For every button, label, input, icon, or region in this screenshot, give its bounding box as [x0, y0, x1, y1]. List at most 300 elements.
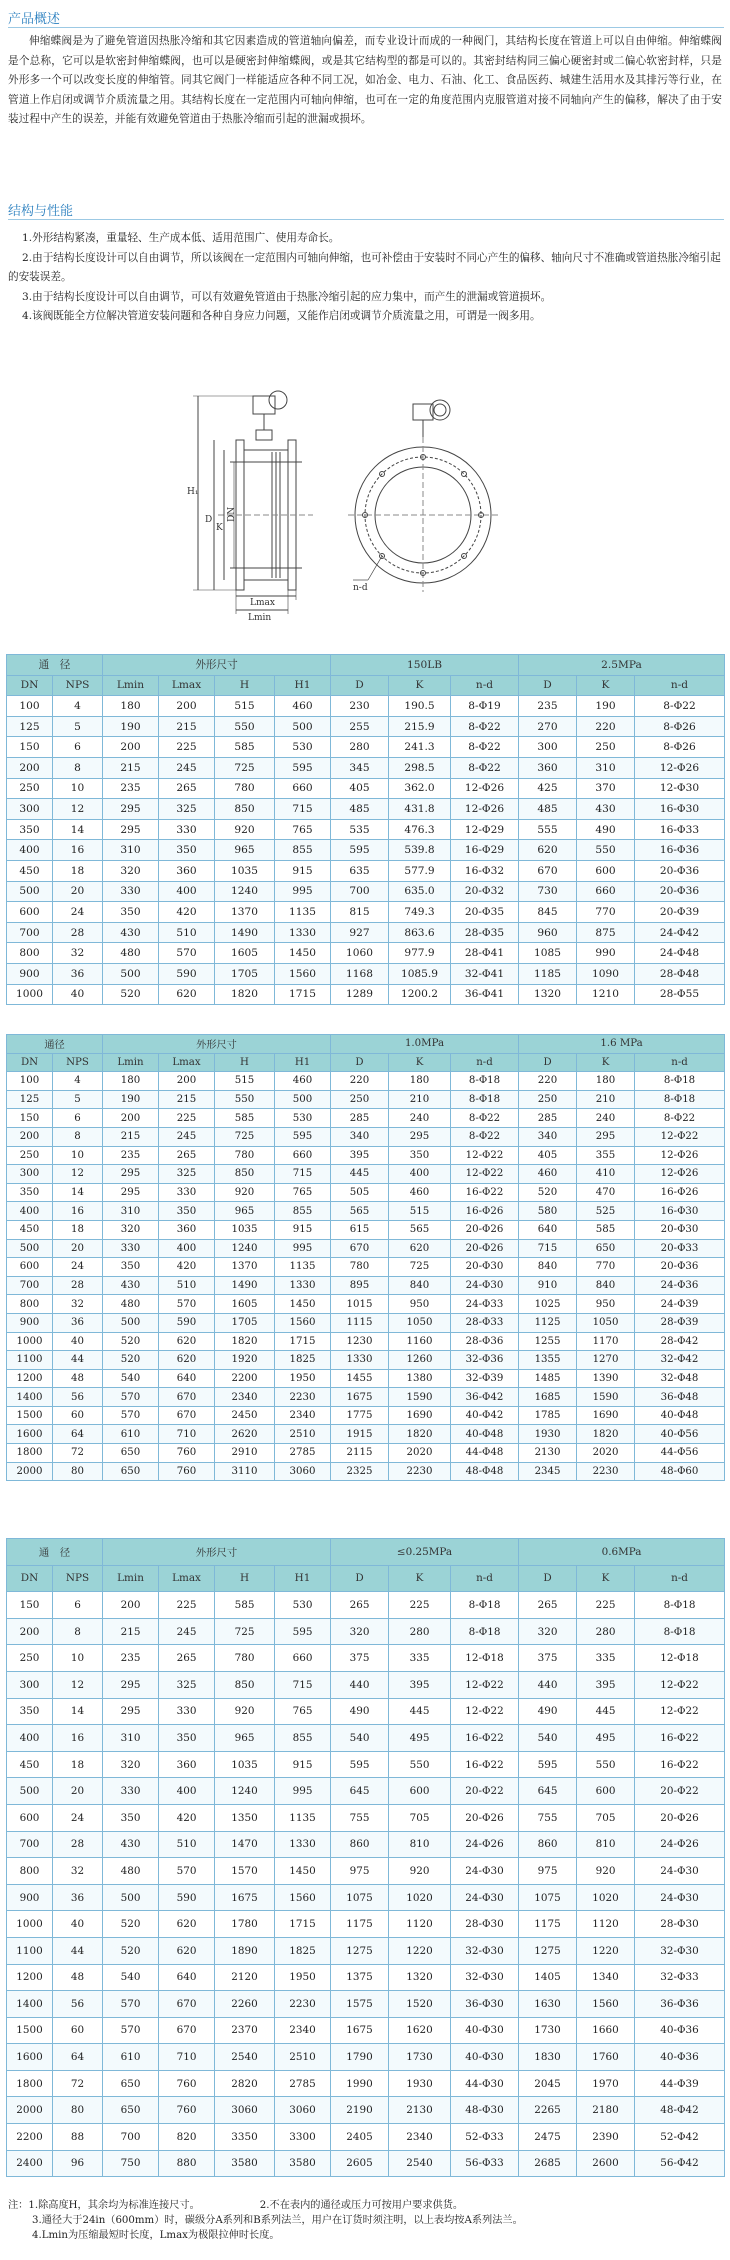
table-row	[7, 1313, 725, 1332]
table-cell: 539.8	[389, 840, 451, 861]
table-row	[7, 1090, 725, 1109]
table-cell: 375	[331, 1645, 389, 1672]
table-cell: 8	[53, 757, 103, 778]
table-cell: 2345	[519, 1462, 577, 1481]
table-cell: 295	[103, 799, 159, 820]
table-cell: 1000	[7, 984, 53, 1005]
table-cell: 1820	[577, 1425, 635, 1444]
table-cell: 80	[53, 2097, 103, 2124]
table-cell: 2230	[275, 1388, 331, 1407]
table-cell: 16	[53, 1202, 103, 1221]
table-cell: 2785	[275, 2070, 331, 2097]
table-cell: 18	[53, 1220, 103, 1239]
table-cell: 200	[159, 696, 215, 717]
column-header: NPS	[53, 1053, 103, 1072]
table-cell: 570	[103, 2017, 159, 2044]
table-cell: 1620	[389, 2017, 451, 2044]
table-cell: 1800	[7, 1444, 53, 1463]
table-cell: 476.3	[389, 819, 451, 840]
note-line	[8, 2198, 724, 2213]
table-cell: 515	[215, 1072, 275, 1091]
table-cell: 6	[53, 737, 103, 758]
label-d: D	[205, 515, 213, 525]
table-row	[7, 1991, 725, 2018]
table-cell: 20-Φ26	[451, 1804, 519, 1831]
table-cell: 12-Φ22	[451, 1146, 519, 1165]
table-cell: 56	[53, 1388, 103, 1407]
table-cell: 2540	[389, 2150, 451, 2177]
table-cell: 295	[103, 1183, 159, 1202]
table-cell: 1485	[519, 1369, 577, 1388]
table-cell: 235	[519, 696, 577, 717]
table-cell: 400	[159, 1239, 215, 1258]
table-row	[7, 1725, 725, 1752]
table-cell: 440	[331, 1671, 389, 1698]
table-cell: 362.0	[389, 778, 451, 799]
table-cell: 60	[53, 1406, 103, 1425]
table-cell: 24-Φ30	[451, 1858, 519, 1885]
table-cell: 32-Φ30	[451, 1964, 519, 1991]
table-cell: 1520	[389, 1991, 451, 2018]
table-cell: 28	[53, 922, 103, 943]
table-row	[7, 1369, 725, 1388]
table-cell: 190	[103, 1090, 159, 1109]
table-cell: 400	[159, 1778, 215, 1805]
table-cell: 620	[159, 984, 215, 1005]
table-cell: 235	[103, 778, 159, 799]
table-cell: 220	[519, 1072, 577, 1091]
table-cell: 900	[7, 1884, 53, 1911]
table-cell: 1240	[215, 881, 275, 902]
table-cell: 10	[53, 1146, 103, 1165]
table-cell: 485	[519, 799, 577, 820]
table-cell: 370	[577, 778, 635, 799]
table-cell: 20-Φ36	[635, 1258, 725, 1277]
column-header: D	[519, 675, 577, 696]
table-cell: 900	[7, 1313, 53, 1332]
table-cell: 500	[103, 1884, 159, 1911]
table-cell: 32-Φ30	[635, 1937, 725, 1964]
table-cell: 530	[275, 1109, 331, 1128]
table-cell: 650	[103, 1462, 159, 1481]
note-1: 注：1.除高度H，其余均为标准连接尺寸。	[8, 2200, 200, 2211]
table-cell: 1730	[519, 2017, 577, 2044]
table-cell: 32-Φ41	[451, 963, 519, 984]
table-cell: 755	[331, 1804, 389, 1831]
table-cell: 200	[7, 757, 53, 778]
table-cell: 24-Φ30	[635, 1858, 725, 1885]
table-row	[7, 1239, 725, 1258]
table-cell: 1690	[577, 1406, 635, 1425]
table-row	[7, 819, 725, 840]
table-cell: 2115	[331, 1444, 389, 1463]
table-row	[7, 1295, 725, 1314]
table-cell: 840	[519, 1258, 577, 1277]
table-row	[7, 2017, 725, 2044]
overview-paragraph: 伸缩蝶阀是为了避免管道因热胀冷缩和其它因素造成的管道轴向偏差，而专业设计而成的一种阀门，其结构长度在管道上可以自由伸缩。伸缩蝶阀是个总称，它可以是软密封伸缩蝶阀，也可以是硬密封伸缩蝶阀，或是其它结构型的都是可以的。其密封结构同三偏心硬密封或二偏心软密封样，只是外形多一个可以改变长度的伸缩管。同其它阀门一样能适应各种不同工况，如冶金、电力、石油、化工、食品医药、城建生活用水及其排污等行业，在管道上作启闭或调节介质流量之用。其结构长度在一定范围内可轴向伸缩，也可在一定的角度范围内克服管道对接不同轴向产生的偏移，解决了由于安装过程中产生的误差，并能有效避免管道由于热胀冷缩而引起的泄漏或损坏。	[8, 35, 722, 125]
table-cell: 500	[7, 881, 53, 902]
table-cell: 48-Φ48	[451, 1462, 519, 1481]
table-cell: 12-Φ22	[451, 1165, 519, 1184]
table-cell: 150	[7, 737, 53, 758]
table-cell: 550	[389, 1751, 451, 1778]
table-cell: 1240	[215, 1239, 275, 1258]
table-cell: 470	[577, 1183, 635, 1202]
table-cell: 1275	[331, 1937, 389, 1964]
table-cell: 650	[103, 2097, 159, 2124]
table-cell: 565	[331, 1202, 389, 1221]
table-cell: 540	[103, 1964, 159, 1991]
table-row	[7, 1462, 725, 1481]
table-cell: 325	[159, 799, 215, 820]
table-cell: 700	[7, 1831, 53, 1858]
table-cell: 855	[275, 1725, 331, 1752]
table-cell: 220	[577, 716, 635, 737]
table-cell: 1390	[577, 1369, 635, 1388]
column-header: K	[577, 1053, 635, 1072]
table-row	[7, 716, 725, 737]
table-cell: 48	[53, 1369, 103, 1388]
table-cell: 460	[519, 1165, 577, 1184]
table-cell: 200	[103, 1592, 159, 1619]
table-cell: 725	[389, 1258, 451, 1277]
table-cell: 4	[53, 1072, 103, 1091]
table-cell: 1270	[577, 1351, 635, 1370]
table-cell: 72	[53, 2070, 103, 2097]
table-cell: 265	[159, 778, 215, 799]
table-cell: 915	[275, 1220, 331, 1239]
table-cell: 1560	[275, 963, 331, 984]
table-cell: 490	[331, 1698, 389, 1725]
table-row	[7, 1127, 725, 1146]
table-cell: 12-Φ26	[451, 799, 519, 820]
table-cell: 710	[159, 1425, 215, 1444]
table-cell: 480	[103, 1295, 159, 1314]
table-cell: 585	[577, 1220, 635, 1239]
table-cell: 505	[331, 1183, 389, 1202]
spec-table-1mpa	[6, 1034, 725, 1481]
column-header: NPS	[53, 675, 103, 696]
table-cell: 1035	[215, 1751, 275, 1778]
table-cell: 1930	[389, 2070, 451, 2097]
table-row	[7, 1258, 725, 1277]
table-cell: 80	[53, 1462, 103, 1481]
table-cell: 295	[103, 1165, 159, 1184]
table-cell: 18	[53, 1751, 103, 1778]
table-cell: 8-Φ22	[451, 716, 519, 737]
table-cell: 325	[159, 1165, 215, 1184]
table-cell: 975	[331, 1858, 389, 1885]
table-cell: 1590	[389, 1388, 451, 1407]
table-cell: 1450	[275, 1295, 331, 1314]
table-cell: 1830	[519, 2044, 577, 2071]
table-row	[7, 2150, 725, 2177]
table-cell: 500	[103, 963, 159, 984]
table-row	[7, 1911, 725, 1938]
group-header-bore: 通 径	[7, 1539, 103, 1566]
column-header: n-d	[451, 675, 519, 696]
table-cell: 425	[519, 778, 577, 799]
column-header: n-d	[451, 1053, 519, 1072]
table-cell: 20	[53, 1239, 103, 1258]
table-cell: 40-Φ56	[635, 1425, 725, 1444]
table-cell: 8-Φ26	[635, 737, 725, 758]
table-cell: 295	[577, 1127, 635, 1146]
table-cell: 20-Φ30	[451, 1258, 519, 1277]
table-cell: 2200	[215, 1369, 275, 1388]
table-cell: 12-Φ26	[451, 778, 519, 799]
table-cell: 765	[275, 819, 331, 840]
table-cell: 620	[389, 1239, 451, 1258]
table-cell: 28-Φ35	[451, 922, 519, 943]
table-cell: 2685	[519, 2150, 577, 2177]
table-cell: 800	[7, 1295, 53, 1314]
table-cell: 12-Φ26	[635, 1146, 725, 1165]
table-cell: 520	[103, 1351, 159, 1370]
table-cell: 180	[389, 1072, 451, 1091]
table-cell: 16-Φ29	[451, 840, 519, 861]
column-header: Lmin	[103, 675, 159, 696]
table-cell: 927	[331, 922, 389, 943]
table-cell: 520	[103, 1937, 159, 1964]
table-cell: 20-Φ22	[451, 1778, 519, 1805]
table-cell: 3580	[275, 2150, 331, 2177]
label-k: K	[216, 523, 223, 533]
table-cell: 330	[103, 881, 159, 902]
table-cell: 28-Φ55	[635, 984, 725, 1005]
table-cell: 1470	[215, 1831, 275, 1858]
table-cell: 298.5	[389, 757, 451, 778]
table-cell: 550	[215, 1090, 275, 1109]
column-header: H1	[275, 675, 331, 696]
column-header: H	[215, 675, 275, 696]
table-row	[7, 1425, 725, 1444]
table-cell: 16-Φ33	[635, 819, 725, 840]
table-cell: 6	[53, 1592, 103, 1619]
table-cell: 395	[331, 1146, 389, 1165]
table-cell: 2370	[215, 2017, 275, 2044]
label-lmax: Lmax	[250, 598, 275, 608]
table-cell: 52-Φ42	[635, 2124, 725, 2151]
table-cell: 1785	[519, 1406, 577, 1425]
table-cell: 590	[159, 963, 215, 984]
table-cell: 4	[53, 696, 103, 717]
table-cell: 270	[519, 716, 577, 737]
table-cell: 310	[103, 840, 159, 861]
table-cell: 100	[7, 696, 53, 717]
table-cell: 1125	[519, 1313, 577, 1332]
table-cell: 915	[275, 860, 331, 881]
table-row	[7, 881, 725, 902]
table-cell: 2820	[215, 2070, 275, 2097]
table-cell: 2020	[389, 1444, 451, 1463]
table-cell: 20-Φ33	[635, 1239, 725, 1258]
table-row	[7, 963, 725, 984]
table-cell: 16-Φ22	[635, 1725, 725, 1752]
table-cell: 510	[159, 1831, 215, 1858]
table-cell: 1820	[389, 1425, 451, 1444]
table-cell: 1370	[215, 1258, 275, 1277]
table-cell: 200	[7, 1127, 53, 1146]
table-cell: 2400	[7, 2150, 53, 2177]
table-cell: 1320	[389, 1964, 451, 1991]
table-cell: 245	[159, 1127, 215, 1146]
table-cell: 760	[159, 1444, 215, 1463]
table-cell: 715	[275, 1671, 331, 1698]
table-cell: 295	[103, 1671, 159, 1698]
table-cell: 995	[275, 1239, 331, 1258]
table-cell: 420	[159, 1804, 215, 1831]
table-cell: 8-Φ18	[635, 1618, 725, 1645]
table-cell: 1370	[215, 902, 275, 923]
column-header: H1	[275, 1053, 331, 1072]
table-cell: 863.6	[389, 922, 451, 943]
table-row	[7, 757, 725, 778]
table-cell: 490	[577, 819, 635, 840]
table-cell: 995	[275, 1778, 331, 1805]
table-cell: 24-Φ42	[635, 922, 725, 943]
table-cell: 215	[103, 1618, 159, 1645]
table-cell: 310	[103, 1202, 159, 1221]
table-cell: 2120	[215, 1964, 275, 1991]
column-header: H	[215, 1565, 275, 1592]
table-cell: 1050	[389, 1313, 451, 1332]
table-cell: 500	[275, 716, 331, 737]
table-cell: 800	[7, 1858, 53, 1885]
table-cell: 960	[519, 922, 577, 943]
table-cell: 1060	[331, 943, 389, 964]
table-cell: 6	[53, 1109, 103, 1128]
table-cell: 725	[215, 1618, 275, 1645]
table-cell: 265	[519, 1592, 577, 1619]
table-cell: 515	[389, 1202, 451, 1221]
table-cell: 48-Φ42	[635, 2097, 725, 2124]
table-cell: 500	[7, 1778, 53, 1805]
table-cell: 18	[53, 860, 103, 881]
table-cell: 44-Φ39	[635, 2070, 725, 2097]
table-cell: 24	[53, 1804, 103, 1831]
table-cell: 540	[103, 1369, 159, 1388]
table-row	[7, 778, 725, 799]
column-header: Lmin	[103, 1565, 159, 1592]
table-cell: 32-Φ33	[635, 1964, 725, 1991]
table-cell: 330	[159, 1698, 215, 1725]
feature-item: 1.外形结构紧凑，重量轻、生产成本低、适用范围广、使用寿命长。	[22, 232, 340, 244]
table-cell: 8-Φ18	[451, 1072, 519, 1091]
table-cell: 595	[519, 1751, 577, 1778]
table-cell: 660	[275, 778, 331, 799]
column-header: D	[331, 1565, 389, 1592]
table-cell: 16-Φ30	[635, 799, 725, 820]
table-cell: 2230	[275, 1991, 331, 2018]
column-header: n-d	[635, 1053, 725, 1072]
table-cell: 340	[331, 1127, 389, 1146]
table-cell: 620	[519, 840, 577, 861]
table-cell: 965	[215, 1725, 275, 1752]
table-cell: 1200	[7, 1964, 53, 1991]
table-cell: 2340	[275, 1406, 331, 1425]
column-header: K	[577, 1565, 635, 1592]
table-cell: 16-Φ22	[451, 1725, 519, 1752]
table-cell: 1320	[519, 984, 577, 1005]
table-cell: 585	[215, 1592, 275, 1619]
table-cell: 12-Φ22	[451, 1698, 519, 1725]
table-cell: 360	[159, 1220, 215, 1239]
table-cell: 840	[577, 1276, 635, 1295]
table-cell: 880	[159, 2150, 215, 2177]
table-cell: 920	[577, 1858, 635, 1885]
table-row	[7, 1884, 725, 1911]
table-cell: 20-Φ32	[451, 881, 519, 902]
table-cell: 12-Φ22	[635, 1698, 725, 1725]
table-cell: 16-Φ36	[635, 840, 725, 861]
table-cell: 760	[159, 2097, 215, 2124]
table-cell: 8-Φ18	[635, 1090, 725, 1109]
table-cell: 12-Φ18	[451, 1645, 519, 1672]
table-cell: 28-Φ39	[635, 1313, 725, 1332]
table-cell: 405	[519, 1146, 577, 1165]
column-header: K	[577, 675, 635, 696]
table-cell: 200	[103, 1109, 159, 1128]
table-cell: 14	[53, 1183, 103, 1202]
table-cell: 215	[159, 716, 215, 737]
table-cell: 1500	[7, 1406, 53, 1425]
table-cell: 520	[103, 1911, 159, 1938]
table-cell: 44	[53, 1351, 103, 1370]
table-cell: 56	[53, 1991, 103, 2018]
table-cell: 1050	[577, 1313, 635, 1332]
table-cell: 12	[53, 799, 103, 820]
table-cell: 12	[53, 1671, 103, 1698]
table-cell: 850	[215, 1165, 275, 1184]
table-cell: 360	[159, 860, 215, 881]
table-cell: 355	[577, 1146, 635, 1165]
table-cell: 52-Φ33	[451, 2124, 519, 2151]
table-cell: 570	[103, 1406, 159, 1425]
label-lmin: Lmin	[248, 613, 272, 623]
table-cell: 350	[7, 1183, 53, 1202]
table-cell: 245	[159, 757, 215, 778]
table-cell: 36-Φ48	[635, 1388, 725, 1407]
table-cell: 920	[389, 1858, 451, 1885]
table-cell: 2910	[215, 1444, 275, 1463]
table-cell: 730	[519, 881, 577, 902]
table-cell: 310	[103, 1725, 159, 1752]
table-cell: 750	[103, 2150, 159, 2177]
table-cell: 950	[389, 1295, 451, 1314]
table-cell: 64	[53, 2044, 103, 2071]
table-cell: 765	[275, 1183, 331, 1202]
table-cell: 400	[7, 1725, 53, 1752]
table-cell: 725	[215, 1127, 275, 1146]
table-cell: 28-Φ42	[635, 1332, 725, 1351]
table-cell: 36-Φ41	[451, 984, 519, 1005]
table-cell: 1820	[215, 1332, 275, 1351]
table-row	[7, 840, 725, 861]
table-cell: 40	[53, 1911, 103, 1938]
table-cell: 24-Φ36	[635, 1276, 725, 1295]
table-cell: 1570	[215, 1858, 275, 1885]
table-cell: 2475	[519, 2124, 577, 2151]
group-header-dimensions: 外形尺寸	[103, 1035, 331, 1054]
table-cell: 585	[215, 1109, 275, 1128]
table-cell: 12-Φ26	[635, 757, 725, 778]
note-line: 4.Lmin为压缩最短时长度，Lmax为极限拉伸时长度。	[32, 2230, 280, 2241]
table-cell: 28	[53, 1276, 103, 1295]
table-cell: 570	[159, 943, 215, 964]
table-cell: 900	[7, 963, 53, 984]
table-cell: 570	[103, 1991, 159, 2018]
